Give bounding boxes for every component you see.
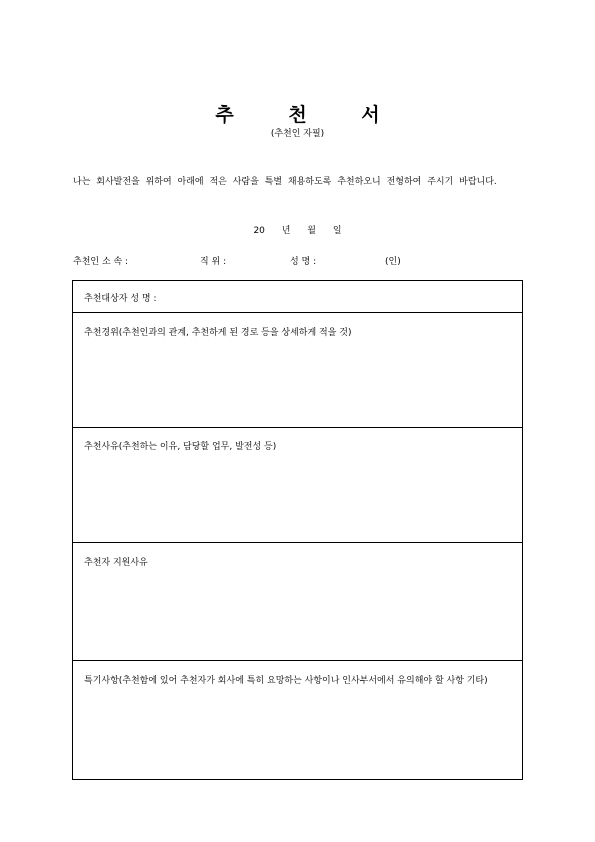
recommender-affiliation-label: 추천인 소 속 : xyxy=(73,257,129,267)
document-subtitle: (추천인 자필) xyxy=(270,129,325,139)
recommender-position-label: 직 위 : xyxy=(200,257,227,267)
candidate-name-label: 추천대상자 성 명 : xyxy=(84,294,157,304)
recommendation-reason-field[interactable] xyxy=(73,428,522,543)
intro-paragraph: 나는 회사발전을 위하여 아래에 적은 사람을 특별 채용하도록 추천하오니 전형하여 주시기 바랍니다. xyxy=(73,177,497,187)
seal-label: (인) xyxy=(385,257,401,267)
special-notes-label: 특기사항(추천함에 있어 추천자가 회사에 특히 요망하는 사항이나 인사부서에서 유의해야 할 사항 기타) xyxy=(84,676,488,686)
candidate-motivation-label: 추천자 지원사유 xyxy=(84,558,148,568)
special-notes-field[interactable] xyxy=(73,661,522,781)
document-title: 추 천 서 xyxy=(215,104,404,126)
recommendation-history-label: 추천경위(추천인과의 관계, 추천하게 된 경로 등을 상세하게 적을 것) xyxy=(84,328,352,338)
recommendation-reason-label: 추천사유(추천하는 이유, 담당할 업무, 발전성 등) xyxy=(84,442,277,452)
recommender-name-label: 성 명 : xyxy=(290,257,317,267)
date-line: 20 년 월 일 xyxy=(253,226,342,236)
recommendation-form-table xyxy=(72,280,523,780)
candidate-name-field[interactable] xyxy=(73,281,522,313)
recommendation-history-field[interactable] xyxy=(73,313,522,428)
candidate-motivation-field[interactable] xyxy=(73,543,522,661)
